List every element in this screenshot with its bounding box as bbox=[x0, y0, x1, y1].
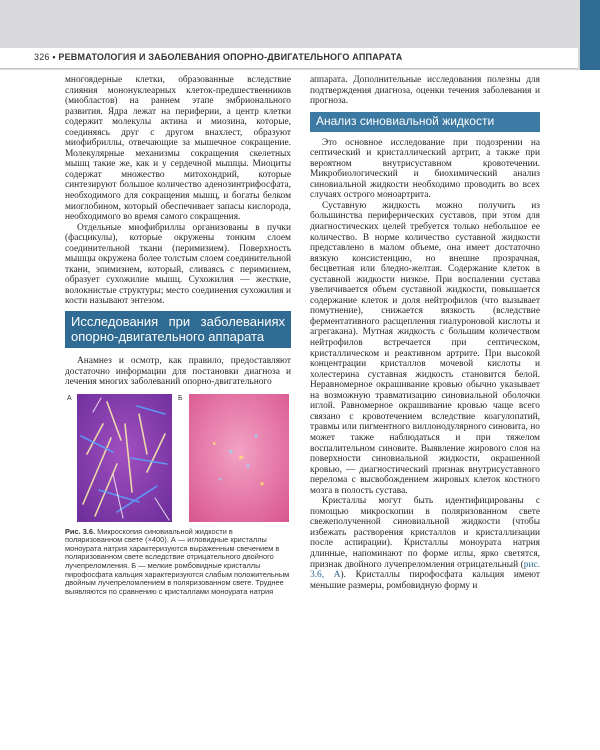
figure-label-a: А bbox=[67, 394, 72, 402]
running-title: РЕВМАТОЛОГИЯ И ЗАБОЛЕВАНИЯ ОПОРНО-ДВИГАТЕЛЬНОГО АППАРАТА bbox=[58, 52, 403, 62]
figure-3-6 bbox=[65, 394, 291, 524]
paragraph: Это основное исследование при подозрении на септический и кристаллический артрит, а также при вероятном внутрисуставном кровотечении. Микробиологический и биохимический анализ синовиальной жидкости необходимо проводить во всех случаях острого моноартрита. bbox=[310, 137, 540, 201]
chapter-tab bbox=[580, 0, 600, 70]
section-heading: Исследования при заболеваниях опорно-двигательного аппарата bbox=[65, 311, 291, 348]
caption-text: Микроскопия синовиальной жидкости в поляризованном свете (×400). А — игловидные кристаллы моноурата натрия характеризуются выраженным свечением в поляризованном свете вследствие отрицательного двойного лучепреломления. Б — мелкие ромбовидные кристаллы пирофосфата кальция характеризуются слабым положительным двойным лучепреломлением в поляризованном свете. Труднее выявляются по сравнению с кристаллами моноурата натрия bbox=[65, 526, 290, 596]
figure-caption bbox=[65, 528, 291, 597]
paragraph: Суставную жидкость можно получить из большинства периферических суставов, при этом для диагностических целей требуется только небольшое ее количество. В норме количество суставной жидкости представлено в малом объеме, она имеет достаточно вязкую консистенцию, но внешне прозрачная, бесцветная или бледно-желтая. Содержание клеток в суставной жидкости низкое. При воспалении сустава увеличивается объем суставной жидкости, повышается содержание клеток и доля нейтрофилов (что вызывает помутнение), снижается вязкость (вследствие ферментативного расщепления гиалуроновой кислоты и агрегакана). Мутная жидкость с большим количеством нейтрофилов встречается при септическом, кристаллическом и реактивном артрите. При высокой концентрации кристаллов мочевой кислоты и холестерина суставная жидкость становится белой. Неравномерное окрашивание кровью обычно указывает на возможную травматизацию синовиальной оболочки иглой. Равномерное окрашивание кровью чаще всего связано с кровотечением вследствие коагулопатий, травмы или пигментного виллонодулярного синовита, но может также наблюдаться и при тяжелом воспалительном синовите. Выявление жирового слоя на поверхности синовиальной жидкости, окрашенной кровью, — диагностический признак внутрисуставного перелома с высвобождением жировых клеток костного мозга в полость сустава. bbox=[310, 200, 540, 496]
caption-lead: Рис. 3.6. bbox=[65, 526, 96, 536]
running-header bbox=[34, 52, 402, 62]
paragraph: Анамнез и осмотр, как правило, предоставляют достаточно информации для постановки диагноза и лечения многих заболеваний опорно-двигательного bbox=[65, 356, 291, 388]
figure-label-b: Б bbox=[178, 394, 183, 402]
paragraph: аппарата. Дополнительные исследования полезны для подтверждения диагноза, оценки течения заболевания и прогноза. bbox=[310, 75, 540, 107]
figure-reference-link[interactable]: рис. 3.6, А bbox=[310, 559, 540, 581]
text-run: Кристаллы могут быть идентифицированы с помощью микроскопии в поляризованном свете свежеполученной синовиальной жидкости (чтобы избежать растворения кристаллов и кристаллизации после аспирации). Кристаллы моноурата натрия длинные, напоминают по форме иглы, ярко светятся, признак двойного лучепреломления отрицательный ( bbox=[310, 496, 540, 570]
text-run: ). Кристаллы пирофосфата кальция имеют меньшие размеры, ромбовидную форму и bbox=[310, 570, 540, 591]
paragraph: Отдельные миофибриллы организованы в пучки (фасцикулы), которые окружены тонким слоем соединительной ткани (перимизием). Поверхность мышцы окружена более толстым слоем соединительной ткани, эпимизием, который, сливаясь с перимизием, образует сухожилие мышц. Сухожилия — жесткие, волокнистые структуры; место соединения сухожилия и кости называют энтезом. bbox=[65, 222, 291, 307]
header-bullet: • bbox=[52, 52, 56, 62]
paragraph: многоядерные клетки, образованные вследствие слияния мононуклеарных клеток-предшественников (миобластов) на раннем этапе эмбрионального развития. Ядра лежат на периферии, а центр клетки содержит молекулы актина и миозина, которые, соединяясь друг с другом внахлест, образуют миофибриллы, отвечающие за мышечное сокращение. Молекулярные механизмы сокращения скелетных мышц такие же, как и у сердечной мышцы. Миоциты содержат множество митохондрий, которые синтезируют большое количество аденозинтрифосфата, необходимого для сокращения мышц, и богаты белком миоглобином, который обеспечивает запасы кислорода, необходимого во время самого сокращения. bbox=[65, 75, 291, 223]
page-number: 326 bbox=[34, 52, 50, 62]
right-column bbox=[310, 75, 540, 591]
section-heading: Анализ синовиальной жидкости bbox=[310, 112, 540, 132]
paragraph bbox=[310, 496, 540, 591]
micrograph-a bbox=[77, 394, 172, 522]
micrograph-b bbox=[189, 394, 289, 522]
left-column bbox=[65, 75, 291, 596]
